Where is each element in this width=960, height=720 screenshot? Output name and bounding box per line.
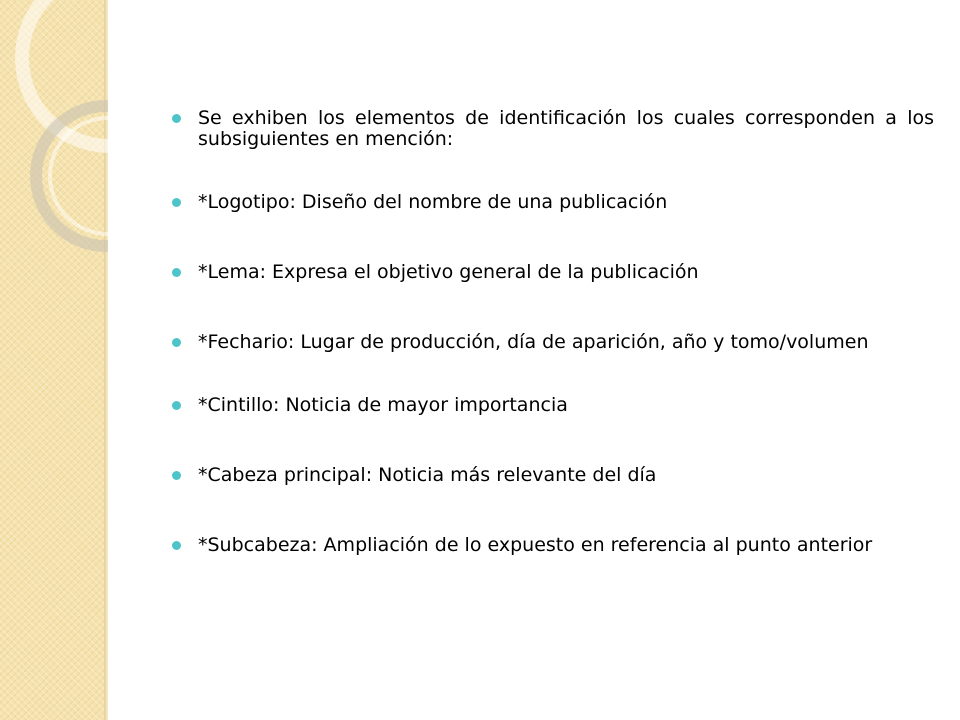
bullet-item-lema xyxy=(172,262,934,283)
bullet-dot-icon xyxy=(172,198,181,207)
bullet-item-intro xyxy=(172,108,934,150)
bullet-item-cabeza-principal xyxy=(172,465,934,486)
bullet-text: Se exhiben los elementos de identificación los cuales corresponden a los subsiguientes en mención: xyxy=(198,107,934,150)
bullet-dot-icon xyxy=(172,541,181,550)
bullet-item-logotipo xyxy=(172,192,934,213)
bullet-dot-icon xyxy=(172,338,181,347)
bullet-text: *Cabeza principal: Noticia más relevante del día xyxy=(198,464,657,486)
decorative-rings xyxy=(0,0,108,260)
bullet-list xyxy=(172,108,934,556)
bullet-text: *Logotipo: Diseño del nombre de una publicación xyxy=(198,191,668,213)
bullet-item-fechario xyxy=(172,332,934,353)
bullet-item-subcabeza xyxy=(172,535,934,556)
bullet-dot-icon xyxy=(172,471,181,480)
slide-content xyxy=(172,108,934,556)
bullet-text: *Cintillo: Noticia de mayor importancia xyxy=(198,394,568,416)
bullet-dot-icon xyxy=(172,268,181,277)
bullet-text: *Subcabeza: Ampliación de lo expuesto en referencia al punto anterior xyxy=(198,534,873,556)
bullet-dot-icon xyxy=(172,401,181,410)
bullet-dot-icon xyxy=(172,114,181,123)
bullet-text: *Lema: Expresa el objetivo general de la publicación xyxy=(198,261,699,283)
bullet-text: *Fechario: Lugar de producción, día de aparición, año y tomo/volumen xyxy=(198,331,869,353)
bullet-item-cintillo xyxy=(172,395,934,416)
